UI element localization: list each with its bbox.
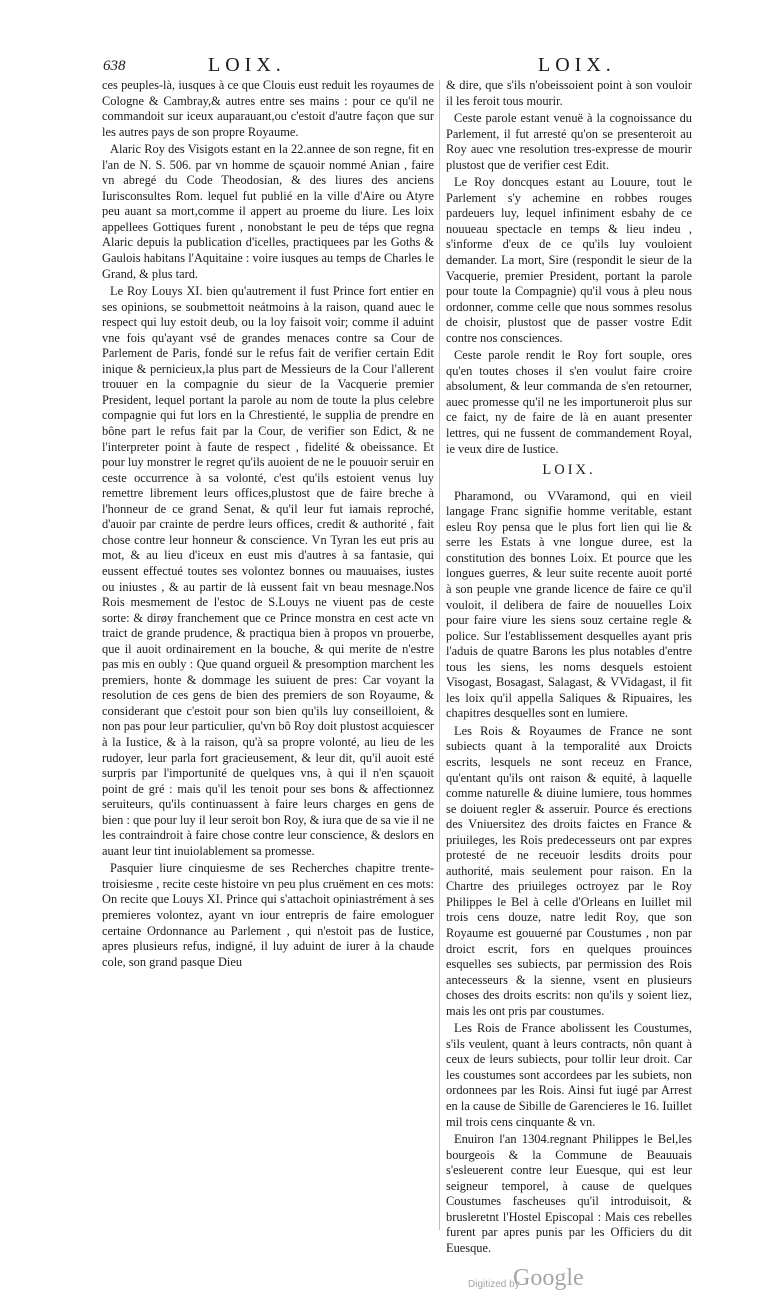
google-logo-text: Google — [513, 1265, 584, 1291]
right-column — [446, 78, 692, 1258]
column-divider — [439, 80, 440, 1230]
paragraph: Les Rois de France abolissent les Coustumes, s'ils veulent, quant à leurs contracts, nôn quant à ceux de leurs subiects, pour tollir leur droit. Car les coustumes sont accordees par les subiets, non ordonnees par les Rois. Ainsi fut iugé par Arrest en la cause de Sibille de Garencieres le 16. Iuillet mil trois cens cinquante & vn. — [446, 1021, 692, 1129]
paragraph: Les Rois & Royaumes de France ne sont subiects quant à la temporalité aux Droicts escrits, lesquels ne sont receuz en France, qu'entant qu'ils ont raison & equité, à laquelle comme naturelle & diuine lumiere, tous hommes se doiuent regler & asseruir. Pource és erections des Vniuersitez des droits faictes en France & priuileges, les Rois predecesseurs ont par expres protesté de ne receuoir lesdits droits pour authorité, mais seulement pour raison. En la Chartre des priuileges octroyez par le Roy Philippes le Bel à celle d'Orleans en Iuillet mil trois cens douze, natre ledit Roy, que son Royaume est gouuerné par Coustumes , non par droict escrit, fors en quelques prouinces esquelles ses subiects, par permission des Rois antecesseurs & la sienne, vsent en plusieurs choses des droits escrits: non qu'ils y soient liez, mais les ont pris par coustumes. — [446, 723, 692, 1018]
paragraph: Ceste parole rendit le Roy fort souple, ores qu'en toutes choses il s'en voulut faire croire absolument, & leur commanda de s'en retourner, auec promesse qu'il ne les importuneroit plus sur ce faict, ny de faire de là en auant presenter lettres, qui ne fussent de commandement Royal, ie veux dire de Iustice. — [446, 348, 692, 456]
running-head-right: LOIX. — [538, 54, 616, 76]
paragraph: Le Roy doncques estant au Louure, tout le Parlement s'y achemine en robbes rouges pardeuers luy, lequel infiniment esbahy de ce nouueau spectacle en temps & lieu indeu , s'informe d'eux de ce qu'ils luy vouloient demander. La mort, Sire (respondit le sieur de la Vacquerie, premier President, portant la parole pour toute la Compagnie) qu'il vous à pleu nous ordonner, comme celle que nous sommes resolus de choisir, plustost que de passer vostre Edit contre nos consciences. — [446, 175, 692, 345]
paragraph: Ceste parole estant venuë à la cognoissance du Parlement, il fut arresté qu'on se presenteroit au Roy auec vne resolution tres-expresse de mourir plustost que de verifier cest Edit. — [446, 111, 692, 172]
paragraph: & dire, que s'ils n'obeissoient point à son vouloir il les feroit tous mourir. — [446, 78, 692, 108]
watermark-prefix: Digitized by — [468, 1279, 520, 1290]
paragraph: Alaric Roy des Visigots estant en la 22.annee de son regne, fit en l'an de N. S. 506. par vn homme de sçauoir nommé Anian , faire vn abregé du Code Theodosian, & des liures des anciens Iurisconsultes Rom. lequel fut publié en la ville d'Aire ou Atyre peu auant sa mort,comme il appert au proeme du liure. Les loix appellees Gottiques furent , nonobstant le peu de téps que regna Alaric depuis la publication d'icelles, practiquees par les Goths & Gaulois habitans l'Aquitaine : voire iusques au temps de Charles le Grand, & plus tard. — [102, 142, 434, 281]
digitized-by-google-watermark — [468, 1265, 618, 1295]
paragraph: ces peuples-là, iusques à ce que Clouis eust reduit les royaumes de Cologne & Cambray,& autres entre ses mains : pour ce qu'il ne commandoit sur iceux auparauant,ou c'estoit d'autre façon que sur les autres pays de son propre Royaume. — [102, 78, 434, 139]
left-column — [102, 78, 434, 1258]
page-header — [0, 54, 758, 80]
paragraph: Enuiron l'an 1304.regnant Philippes le Bel,les bourgeois & la Commune de Beauuais s'esleuerent contre leur Euesque, qui est leur seigneur temporel, à cause de quelques Coustumes fascheuses qu'il introduisoit, & brusleretnt l'Hostel Episcopal : Mais ces rebelles furent par apres punis par les Officiers du dit Euesque. — [446, 1132, 692, 1255]
paragraph: Le Roy Louys XI. bien qu'autrement il fust Prince fort entier en ses opinions, se soubmettoit neátmoins à la raison, quand auec le respect qui luy estoit deub, ou la loy faisoit voir; comme il aduint vne fois qu'ayant vsé de grandes menaces contre sa Cour de Parlement de Paris, fondé sur le refus fait de verifier certain Edit inique & pernicieux,la plus part de Messieurs de la Cour l'allerent trouuer en la compagnie du sieur de la Vacquerie premier President, lequel portant la parole au nom de toute la plus celebre compagnie qui fut lors en la Chrestienté, le supplia de prendre en bône part le refus fait par la Cour, de verifier son Edict, & ne l'interpreter point à faute de respect , fidelité & obeissance. Et pour luy monstrer le regret qu'ils auoient de ne le pouuoir seruir en ceste occurrence à sa volonté, c'est qu'ils estoient venus luy remettre librement leurs offices,plustost que de faire breche à l'honneur de ce grand Senat, & qu'il leur fut iamais reproché, d'auoir par crainte de perdre leurs offices, credit & authorité , fait chose contre leur honneur & conscience. Vn Tyran les eut pris au mot, & au lieu d'iceux en eust mis d'autres à sa fantasie, qui eussent effectué toutes ses volontez bonnes ou mauuaises, iustes ou iniustes , & au partir de là eussent fait vn beau mesnage.Nos Rois mesmement de l'estoc de S.Louys ne viuent pas de ceste sorte: & dirøy franchement que ce Prince monstra en cest acte vn traict de grande prudence, & practiqua bien à propos vn prouerbe, que il auoit ordinairement en la bouche, & qui merite de n'estre pas mis en oubly : Que quand orgueil & presomption marchent les premiers, honte & dommage les suiuent de pres: Car voyant la resolution de ces gens de bien des premiers de son Royaume, & considerant que c'estoit pour son bien qu'ils luy conseilloient, & non pas pour leur particulier, qu'vn bô Roy doit plustost acquiescer à la Iustice, & à la raison, qu'à sa propre volonté, au lieu de les rudoyer, leur parla fort gracieusement, & leur dit, qu'il auoit esté surpris par l'importunité de quelques vns, à qui il n'en sçauoit point de gré : mais qu'il les tenoit pour ses bons & affectionnez seruiteurs, qu'ils continuassent à faire leurs charges en gens de bien : que pour luy il leur seroit bon Roy, & iura que de sa vie il ne les contraindroit à faire chose contre leur conscience, & deslors en auant leur tint inuiolablement sa promesse. — [102, 284, 434, 858]
section-heading: LOIX. — [542, 462, 596, 479]
running-head-left: LOIX. — [208, 54, 286, 76]
paragraph: Pharamond, ou VVaramond, qui en vieil langage Franc signifie homme veritable, estant esleu Roy pensa que le plus fort lien qui lie & serre les Estats à vne longue duree, est la constitution des bonnes Loix. Et pource que les longues guerres, & leur suite recente auoit porté à son peuple vne grande licence de faire ce qu'il vouloit, il delibera de faire de nouuelles Loix pour faire viure les siens souz certaine regle & police. Sur l'establissement desquelles ayant pris l'aduis de quatre Barons les plus notables d'entre tous les siens, les noms desquels estoient Visogast, Bosagast, Salagast, & VVidagast, il fit les loix qu'il appella Saliques & Ripuaires, les chapitres desquelles sont en lumiere. — [446, 488, 692, 721]
page-number: 638 — [103, 58, 126, 74]
paragraph: Pasquier liure cinquiesme de ses Recherches chapitre trente-troisiesme , recite ceste histoire vn peu plus cruëment en ces mots: On recite que Louys XI. Prince qui s'attachoit opiniastrément à ses premieres volontez, ayant vn iour entrepris de faire emologuer certaine Ordonnance au Parlement , qui n'estoit pas de Iustice, apres plusieurs refus, indigné, il luy aduint de iurer à la chaude cole, son grand pasque Dieu — [102, 861, 434, 969]
